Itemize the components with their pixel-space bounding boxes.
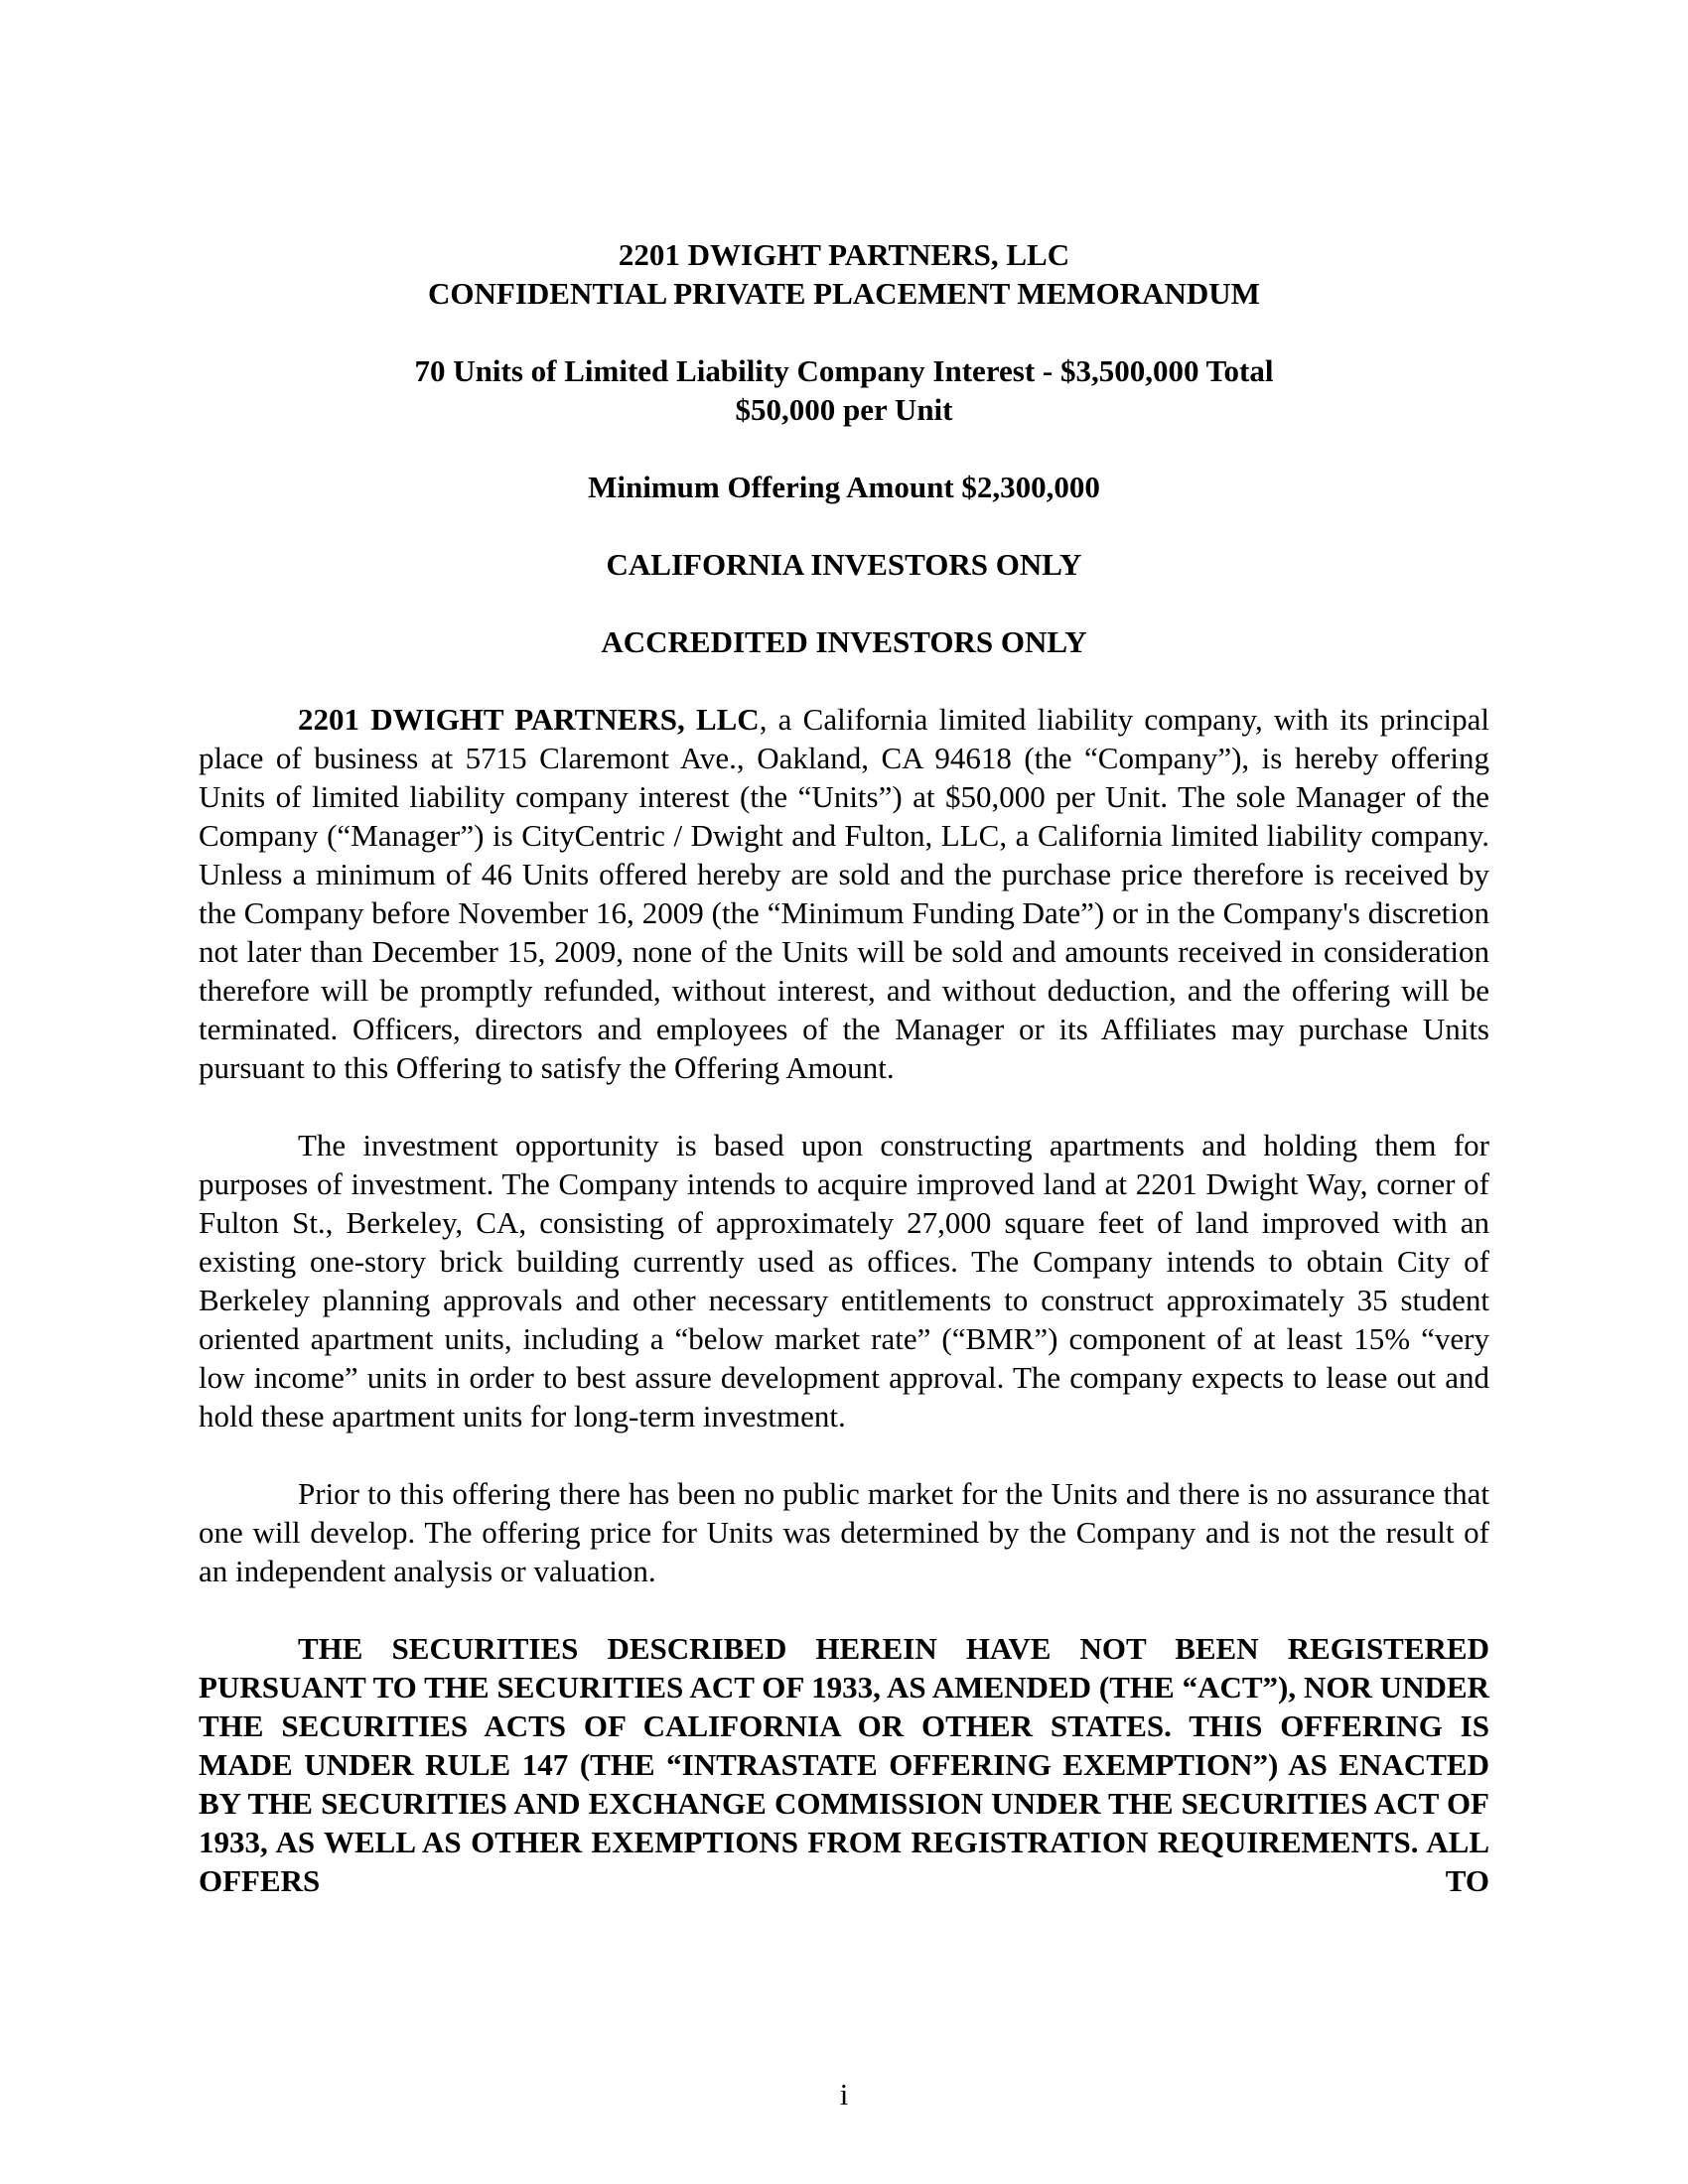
- paragraph-no-public-market: Prior to this offering there has been no public market for the Units and there is no assurance that one will develop. The offering price for Units was determined by the Company and is not the result of an independent analysis or valuation.: [199, 1476, 1489, 1588]
- minimum-offering-block: [199, 468, 1489, 506]
- company-name-lead: 2201 DWIGHT PARTNERS, LLC: [298, 702, 760, 737]
- minimum-offering-line: Minimum Offering Amount $2,300,000: [588, 470, 1100, 504]
- paragraph-company-offering-text: , a California limited liability company, with its principal place of business at 5715 Claremont Ave., Oakland, CA 94618 (the “Company”), is hereby offering Units of limited liability company interest (the “Units”) at $50,000 per Unit. The sole Manager of the Company (“Manager”) is CityCentric / Dwight and Fulton, LLC, a California limited liability company. Unless a minimum of 46 Units offered hereby are sold and the purchase price therefore is received by the Company before November 16, 2009 (the “Minimum Funding Date”) or in the Company's discretion not later than December 15, 2009, none of the Units will be sold and amounts received in consideration therefore will be promptly refunded, without interest, and without deduction, and the offering will be terminated. Officers, directors and employees of the Manager or its Affiliates may purchase Units pursuant to this Offering to satisfy the Offering Amount.: [199, 702, 1489, 1085]
- paragraph-securities-notice: THE SECURITIES DESCRIBED HEREIN HAVE NOT BEEN REGISTERED PURSUANT TO THE SECURITIES ACT OF 1933, AS AMENDED (THE “ACT”), NOR UNDER THE SECURITIES ACTS OF CALIFORNIA OR OTHER STATES. THIS OFFERING IS MADE UNDER RULE 147 (THE “INTRASTATE OFFERING EXEMPTION”) AS ENACTED BY THE SECURITIES AND EXCHANGE COMMISSION UNDER THE SECURITIES ACT OF 1933, AS WELL AS OTHER EXEMPTIONS FROM REGISTRATION REQUIREMENTS. ALL OFFERS TO: [199, 1631, 1489, 1898]
- accredited-investors-block: [199, 622, 1489, 661]
- california-investors-line: CALIFORNIA INVESTORS ONLY: [606, 547, 1082, 582]
- offering-units-line: 70 Units of Limited Liability Company Interest - $3,500,000 Total: [414, 353, 1274, 388]
- page-footer: [0, 2075, 1688, 2114]
- paragraph-company-offering: [199, 700, 1489, 1087]
- offering-block: [199, 351, 1489, 429]
- price-per-unit-line: $50,000 per Unit: [735, 392, 953, 427]
- california-investors-block: [199, 545, 1489, 584]
- page-number: i: [839, 2077, 849, 2112]
- title-block: [199, 235, 1489, 313]
- accredited-investors-line: ACCREDITED INVESTORS ONLY: [601, 624, 1087, 659]
- paragraph-investment-opportunity: The investment opportunity is based upon constructing apartments and holding them for purposes of investment. The Company intends to acquire improved land at 2201 Dwight Way, corner of Fulton St., Berkeley, CA, consisting of approximately 27,000 square feet of land improved with an existing one-story brick building currently used as offices. The Company intends to obtain City of Berkeley planning approvals and other necessary entitlements to construct approximately 35 student oriented apartment units, including a “below market rate” (“BMR”) component of at least 15% “very low income” units in order to best assure development approval. The company expects to lease out and hold these apartment units for long-term investment.: [199, 1128, 1489, 1433]
- doc-subtitle: CONFIDENTIAL PRIVATE PLACEMENT MEMORANDUM: [428, 276, 1260, 311]
- doc-title: 2201 DWIGHT PARTNERS, LLC: [618, 237, 1070, 272]
